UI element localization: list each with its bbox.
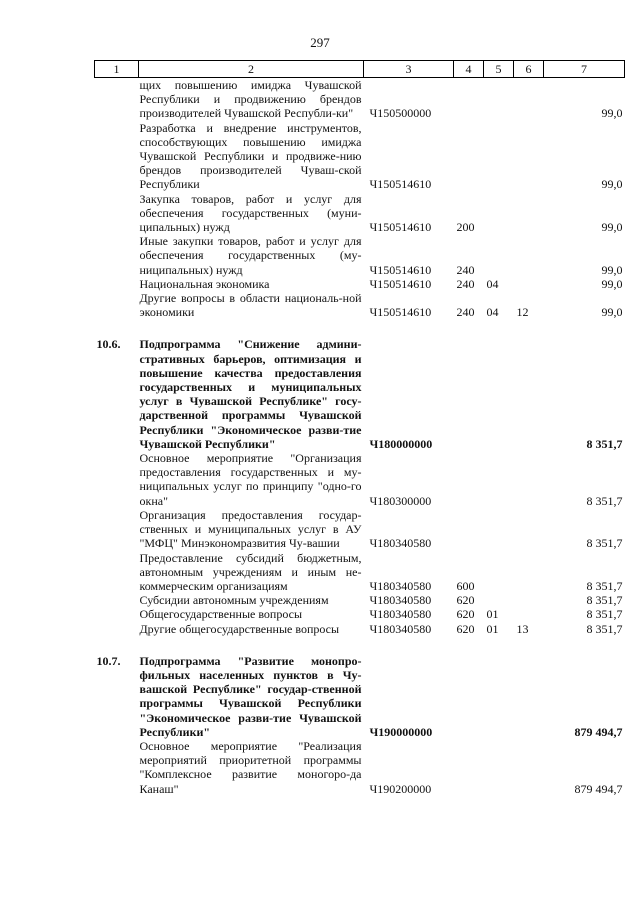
- row-amount: 8 351,7: [586, 607, 623, 622]
- header-cell: 7: [544, 61, 625, 78]
- row-expense-type: [454, 337, 484, 451]
- row-index: [95, 607, 139, 621]
- row-index: [95, 593, 139, 607]
- table-row: [95, 291, 625, 319]
- row-subsection: [514, 739, 544, 796]
- budget-table: [94, 60, 625, 796]
- table-row: [95, 121, 625, 192]
- row-section: [484, 234, 514, 277]
- header-cell: 5: [484, 61, 514, 78]
- row-target-code: Ч150514610: [369, 262, 432, 277]
- row-target-code: Ч180000000: [369, 436, 433, 451]
- table-row: [95, 622, 625, 636]
- row-amount: 99,0: [601, 106, 623, 121]
- row-description: Закупка товаров, работ и услуг для обеспечения государственных (муни-ципальных) нужд: [139, 191, 362, 235]
- row-subsection: [514, 78, 544, 121]
- spacer-cell: [95, 319, 625, 337]
- row-description: Подпрограмма "Развитие монопро-фильных населенных пунктов в Чу-вашской Республике" государ-ственной программы Чувашской Республики "Экономическое разви-тие Чувашской Республики": [139, 653, 362, 739]
- table-row: [95, 739, 625, 796]
- row-target-code: Ч190000000: [369, 724, 433, 739]
- table-row: [95, 337, 625, 451]
- row-target-code: Ч150514610: [369, 177, 432, 192]
- row-amount: 99,0: [601, 276, 623, 291]
- row-target-code: Ч180340580: [369, 593, 432, 608]
- row-index: [95, 121, 139, 192]
- header-cell: 6: [514, 61, 544, 78]
- row-index: [95, 234, 139, 277]
- row-amount: 8 351,7: [586, 578, 623, 593]
- row-description: Другие вопросы в области националь-ной экономики: [139, 291, 362, 320]
- header-cell: 1: [95, 61, 139, 78]
- row-target-code: Ч150500000: [369, 106, 432, 121]
- spacer-row: [95, 636, 625, 654]
- row-target-code: Ч180340580: [369, 578, 432, 593]
- header-cell: 4: [454, 61, 484, 78]
- row-expense-type: [454, 654, 484, 739]
- row-description: Общегосударственные вопросы: [139, 607, 303, 622]
- row-section: [484, 121, 514, 192]
- row-expense-type: 240: [456, 276, 475, 291]
- row-index: 10.6.: [96, 337, 121, 352]
- row-expense-type: [454, 739, 484, 796]
- row-index: 10.7.: [96, 653, 121, 668]
- row-expense-type: 620: [456, 607, 475, 622]
- row-description: Предоставление субсидий бюджетным, автономным учреждениям и иным не-коммерческим организациям: [139, 550, 362, 593]
- row-expense-type: 240: [456, 262, 475, 277]
- row-target-code: Ч180340580: [369, 621, 432, 636]
- row-section: 01: [486, 607, 499, 622]
- header-cell: 3: [364, 61, 454, 78]
- row-index: [95, 739, 139, 796]
- row-description: Организация предоставления государ-ственных и муниципальных услуг в АУ "МФЦ" Минэкономразвития Чу-вашии: [139, 507, 362, 551]
- row-section: [484, 451, 514, 508]
- spacer-row: [95, 319, 625, 337]
- row-target-code: Ч190200000: [369, 781, 432, 796]
- row-amount: 8 351,7: [586, 536, 623, 551]
- row-expense-type: 200: [456, 220, 475, 235]
- row-amount: 8 351,7: [586, 593, 623, 608]
- row-description: Национальная экономика: [139, 276, 270, 291]
- row-description: Субсидии автономным учреждениям: [139, 593, 329, 608]
- table-row: [95, 508, 625, 551]
- table-row: [95, 551, 625, 594]
- table-row: [95, 277, 625, 291]
- row-section: [484, 739, 514, 796]
- row-amount: 8 351,7: [586, 436, 623, 451]
- row-expense-type: [454, 508, 484, 551]
- row-subsection: [514, 277, 544, 291]
- row-section: 01: [486, 621, 499, 636]
- table-row: [95, 192, 625, 235]
- row-subsection: [514, 234, 544, 277]
- table-row: [95, 451, 625, 508]
- row-section: [484, 551, 514, 594]
- row-description: Основное мероприятие "Реализация мероприятий приоритетной программы "Комплексное развитие моногоро-да Канаш": [139, 738, 362, 796]
- table-body: [95, 78, 625, 796]
- header-cell: 2: [139, 61, 364, 78]
- row-subsection: [514, 508, 544, 551]
- row-section: [484, 654, 514, 739]
- row-amount: 99,0: [601, 262, 623, 277]
- table-row: [95, 593, 625, 607]
- table-header-row: [95, 61, 625, 78]
- row-description: Разработка и внедрение инструментов, способствующих повышению имиджа Чувашской Республики и продвиже-нию брендов производителей Чуваш-ской Республики: [139, 120, 362, 192]
- row-target-code: Ч150514610: [369, 220, 432, 235]
- row-amount: 8 351,7: [586, 493, 623, 508]
- row-target-code: Ч180340580: [369, 536, 432, 551]
- row-section: [484, 337, 514, 451]
- row-target-code: Ч150514610: [369, 305, 432, 320]
- row-expense-type: 600: [456, 578, 475, 593]
- row-description: Основное мероприятие "Организация предоставления государственных и му-ниципальных услуг по принципу "одно-го окна": [139, 451, 362, 508]
- row-expense-type: [454, 121, 484, 192]
- row-amount: 8 351,7: [586, 621, 623, 636]
- row-index: [95, 622, 139, 636]
- row-section: 04: [486, 276, 499, 291]
- row-expense-type: 620: [456, 621, 475, 636]
- table-row: [95, 607, 625, 621]
- row-expense-type: [454, 78, 484, 121]
- row-amount: 879 494,7: [574, 724, 623, 739]
- row-target-code: Ч180300000: [369, 493, 432, 508]
- row-expense-type: [454, 451, 484, 508]
- row-subsection: 13: [516, 621, 529, 636]
- row-target-code: Ч180340580: [369, 607, 432, 622]
- row-index: [95, 192, 139, 235]
- row-amount: 879 494,7: [574, 781, 623, 796]
- row-description: Другие общегосударственные вопросы: [139, 621, 340, 636]
- row-amount: 99,0: [601, 220, 623, 235]
- row-subsection: [514, 607, 544, 621]
- row-subsection: 12: [516, 305, 529, 320]
- row-subsection: [514, 654, 544, 739]
- row-section: [484, 78, 514, 121]
- row-target-code: Ч150514610: [369, 276, 432, 291]
- row-subsection: [514, 593, 544, 607]
- row-section: [484, 508, 514, 551]
- row-amount: 99,0: [601, 305, 623, 320]
- row-section: [484, 192, 514, 235]
- page-number: 297: [310, 35, 330, 50]
- row-subsection: [514, 121, 544, 192]
- row-section: 04: [486, 305, 499, 320]
- table-row: [95, 234, 625, 277]
- row-expense-type: 240: [456, 305, 475, 320]
- row-description: Иные закупки товаров, работ и услуг для обеспечения государственных (му-ниципальных) нужд: [139, 234, 362, 277]
- row-index: [95, 551, 139, 594]
- spacer-cell: [95, 636, 625, 654]
- row-subsection: [514, 551, 544, 594]
- row-index: [95, 451, 139, 508]
- row-subsection: [514, 337, 544, 451]
- table-row: [95, 78, 625, 121]
- row-subsection: [514, 192, 544, 235]
- row-index: [95, 291, 139, 319]
- row-index: [95, 508, 139, 551]
- row-description: щих повышению имиджа Чувашской Республики и продвижению брендов производителей Чувашской Республи-ки": [139, 78, 362, 121]
- row-expense-type: 620: [456, 593, 475, 608]
- row-section: [484, 593, 514, 607]
- table-row: [95, 654, 625, 739]
- row-description: Подпрограмма "Снижение админи-стративных барьеров, оптимизация и повышение качества предоставления государственных и муниципальных услуг в Чувашской Республике" госу-дарственной программы Чувашской Республики "Экономическое разви-тие Чувашской Республики": [139, 337, 362, 451]
- row-index: [95, 78, 139, 121]
- row-amount: 99,0: [601, 177, 623, 192]
- row-subsection: [514, 451, 544, 508]
- row-index: [95, 277, 139, 291]
